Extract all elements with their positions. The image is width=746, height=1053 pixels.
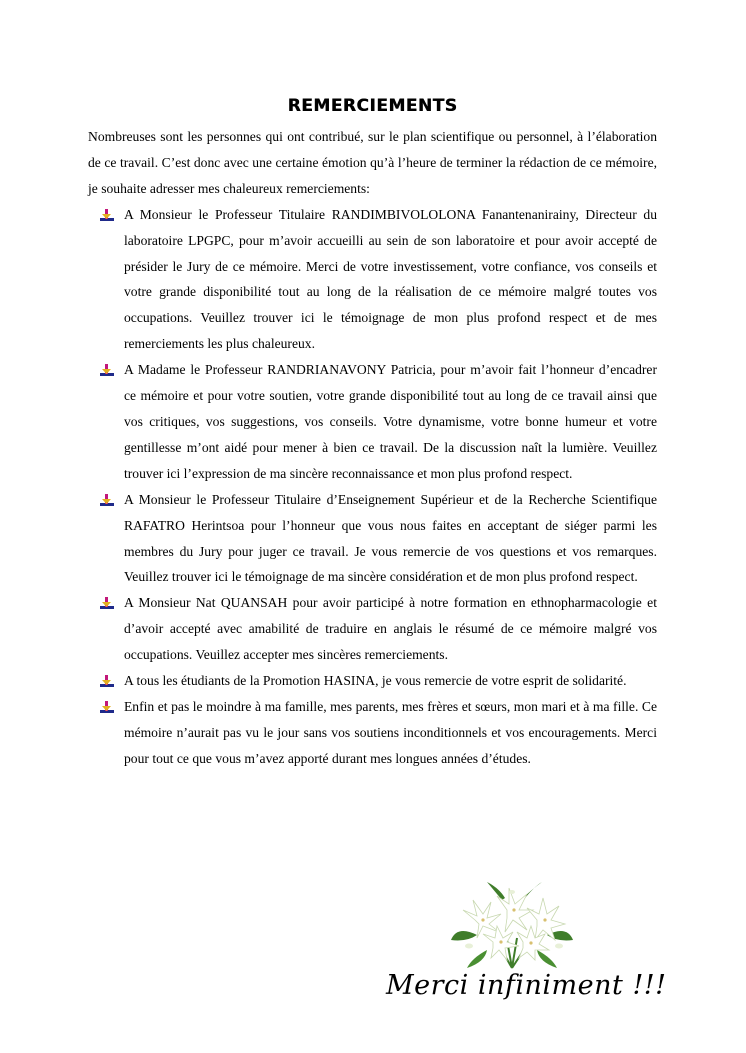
- list-item: [88, 668, 657, 694]
- list-item: [88, 590, 657, 668]
- arrow-bullet-icon: [100, 674, 114, 688]
- arrow-bullet-icon: [100, 596, 114, 610]
- arrow-bullet-icon: [100, 208, 114, 222]
- acknowledgement-list: [88, 202, 657, 772]
- intro-paragraph: Nombreuses sont les personnes qui ont contribué, sur le plan scientifique ou personnel, à l’élaboration de ce travail. C’est donc avec une certaine émotion qu’à l’heure de terminer la rédaction de ce mémoire, je souhaite adresser mes chaleureux remerciements:: [88, 129, 657, 196]
- list-item: [88, 202, 657, 357]
- list-item-text: A Monsieur le Professeur Titulaire d’Enseignement Supérieur et de la Recherche Scientifique RAFATRO Herintsoa pour l’honneur que vous nous faites en acceptant de siéger parmi les membres du Jury pour juger ce travail. Je vous remercie de vos questions et vos remarques. Veuillez trouver ici le témoignage de ma sincère considération et de mon plus profond respect.: [124, 491, 657, 585]
- document-page: [88, 94, 657, 772]
- arrow-bullet-icon: [100, 493, 114, 507]
- list-item-text: Enfin et pas le moindre à ma famille, mes parents, mes frères et sœurs, mon mari et à ma fille. Ce mémoire n’aurait pas vu le jour sans vos soutiens inconditionnels et vos encouragements. Merci pour tout ce que vous m’avez apporté durant mes longues années d’études.: [124, 698, 657, 766]
- page-title: REMERCIEMENTS: [287, 96, 458, 116]
- list-item-text: A tous les étudiants de la Promotion HASINA, je vous remercie de votre esprit de solidarité.: [124, 673, 627, 689]
- list-item: [88, 694, 657, 772]
- list-item-text: A Madame le Professeur RANDRIANAVONY Patricia, pour m’avoir fait l’honneur d’encadrer ce mémoire et pour votre soutien, votre grande disponibilité tout au long de ce travail ainsi que vos critiques, vos suggestions, vos conseils. Votre dynamisme, votre bonne humeur et votre gentillesse m’ont aidé pour mener à bien ce travail. De la discussion naît la lumière. Veuillez trouver ici l’expression de ma sincère reconnaissance et mon plus profond respect.: [124, 362, 657, 481]
- list-item: [88, 487, 657, 591]
- arrow-bullet-icon: [100, 700, 114, 714]
- list-item-text: A Monsieur Nat QUANSAH pour avoir participé à notre formation en ethnopharmacologie et d’avoir accepté avec amabilité de traduire en anglais le résumé de ce mémoire malgré vos occupations. Veuillez accepter mes sincères remerciements.: [124, 595, 657, 663]
- closing-text: Merci infiniment !!!: [386, 970, 667, 1001]
- lily-bouquet-icon: [447, 880, 577, 970]
- arrow-bullet-icon: [100, 363, 114, 377]
- list-item-text: A Monsieur le Professeur Titulaire RANDIMBIVOLOLONA Fanantenanirainy, Directeur du laboratoire LPGPC, pour m’avoir accueilli au sein de son laboratoire et pour avoir accepté de présider le Jury de ce mémoire. Merci de votre investissement, votre confiance, vos conseils et votre grande disponibilité tout au long de la réalisation de ce mémoire malgré toutes vos occupations. Veuillez trouver ici le témoignage de mon plus profond respect et de mes remerciements les plus chaleureux.: [124, 206, 657, 352]
- list-item: [88, 357, 657, 487]
